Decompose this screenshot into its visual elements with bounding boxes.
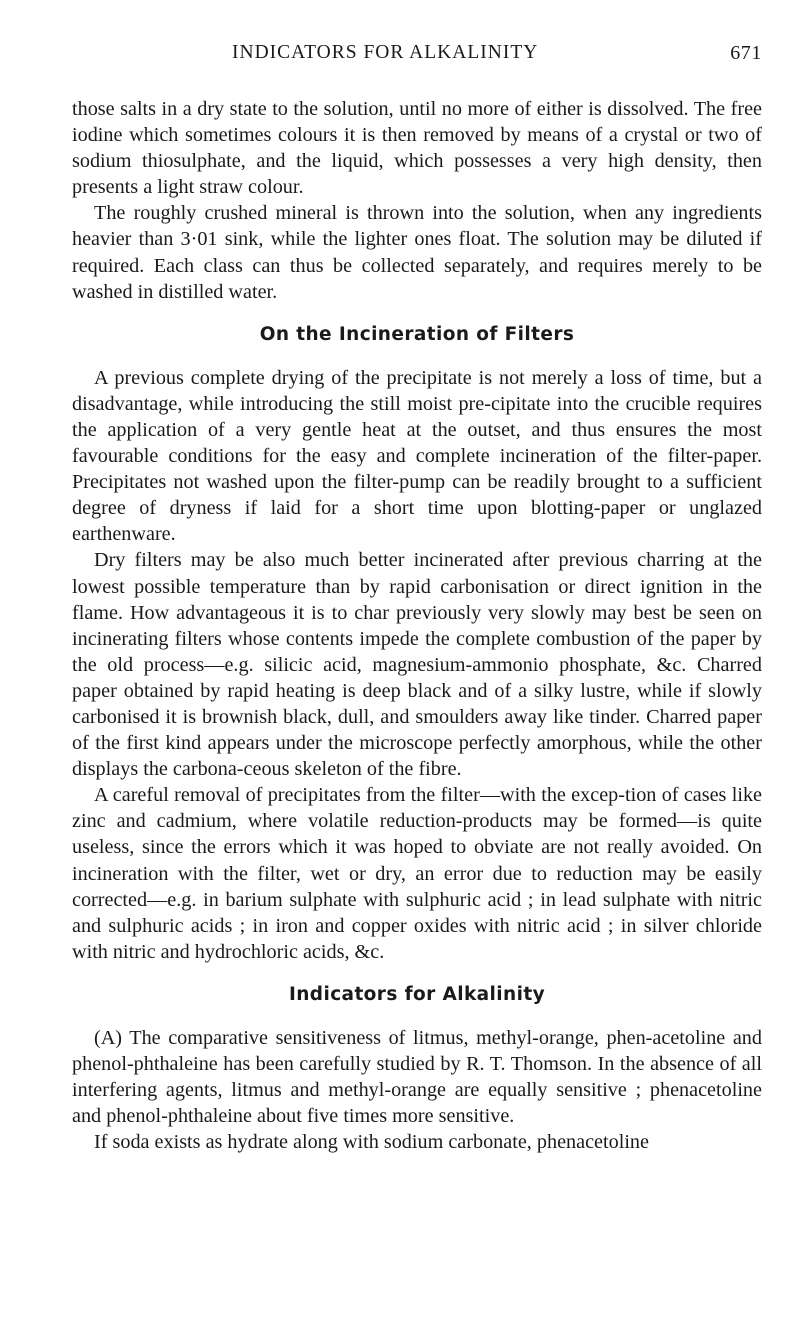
paragraph: those salts in a dry state to the solution, until no more of either is dissolved. The free iodine which sometimes colours it is then removed by means of a crystal or two of sodium thiosulphate, and the liquid, which possesses a very high density, then presents a light straw colour.: [72, 98, 762, 199]
section-heading-indicators: Indicators for Alkalinity: [288, 983, 546, 1005]
section-heading-incineration: On the Incineration of Filters: [259, 323, 575, 345]
paragraph: Dry filters may be also much better incinerated after previous charring at the lowest possible temperature than by rapid carbonisation or direct ignition in the flame. How advantageous it is to char previously very slowly may best be seen on incinerating filters whose contents impede the complete combustion of the paper by the old process—e.g. silicic acid, magnesium-ammonio phosphate, &c. Charred paper obtained by rapid heating is deep black and of a silky lustre, while if slowly carbonised it is brownish black, dull, and smoulders away like tinder. Charred paper of the first kind appears under the microscope perfectly amorphous, while the other displays the carbona-ceous skeleton of the fibre.: [72, 549, 762, 781]
paragraph: A careful removal of precipitates from the filter—with the excep-tion of cases like zinc and cadmium, where volatile reduction-products may be formed—is quite useless, since the errors which it was hoped to obviate are not really avoided. On incineration with the filter, wet or dry, an error due to reduction may be easily corrected—e.g. in barium sulphate with sulphuric acid ; in lead sulphate with nitric and sulphuric acids ; in iron and copper oxides with nitric acid ; in silver chloride with nitric and hydrochloric acids, &c.: [72, 784, 762, 963]
running-head: [72, 42, 762, 82]
running-head-title: INDICATORS FOR ALKALINITY: [232, 42, 539, 63]
page-number: 671: [730, 42, 762, 64]
paragraph: The roughly crushed mineral is thrown into the solution, when any ingredients heavier than 3·01 sink, while the lighter ones float. The solution may be diluted if required. Each class can thus be collected separately, and requires merely to be washed in distilled water.: [72, 202, 762, 303]
body-text: [72, 96, 762, 1155]
book-page: [72, 42, 762, 1155]
paragraph: (A) The comparative sensitiveness of litmus, methyl-orange, phen-acetoline and phenol-phthaleine has been carefully studied by R. T. Thomson. In the absence of all interfering agents, litmus and methyl-orange are equally sensitive ; phenacetoline and phenol-phthaleine about five times more sensitive.: [72, 1026, 762, 1128]
paragraph: A previous complete drying of the precipitate is not merely a loss of time, but a disadvantage, while introducing the still moist pre-cipitate into the crucible requires the application of a very gentle heat at the outset, and thus ensures the most favourable conditions for the easy and complete incineration of the filter-paper. Precipitates not washed upon the filter-pump can be readily brought to a sufficient degree of dryness if laid for a short time upon blotting-paper or unglazed earthenware.: [72, 366, 762, 546]
paragraph: If soda exists as hydrate along with sodium carbonate, phenacetoline: [94, 1131, 649, 1154]
